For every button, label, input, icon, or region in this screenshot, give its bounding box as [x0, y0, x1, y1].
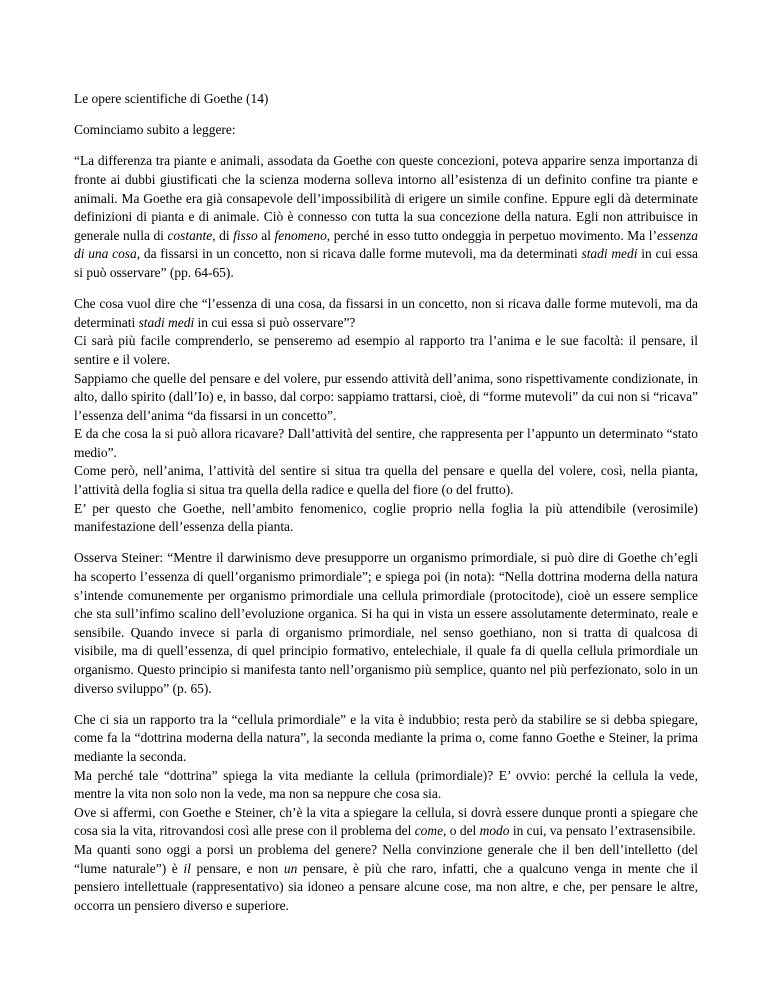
commentary-line — [74, 295, 698, 332]
italic-term: fenomeno — [274, 227, 327, 243]
commentary-line: Ci sarà più facile comprenderlo, se penseremo ad esempio al rapporto tra l’anima e le sue facoltà: il pensare, il sentire e il volere. — [74, 333, 698, 367]
text-run: Che cosa vuol dire che “l’essenza di una cosa, da fissarsi in un concetto, non si ricava dalle forme mutevoli, ma da determinati — [74, 296, 698, 330]
italic-term: modo — [479, 823, 510, 839]
text-run: Ma quanti sono oggi a porsi un problema del genere? Nella convinzione generale che il ben dell’intelletto (del “lume naturale”) è — [74, 841, 698, 876]
commentary-line: Sappiamo che quelle del pensare e del volere, pur essendo attività dell’anima, sono rispettivamente condizionate, in alto, dallo spirito (dall’Io) e, in basso, dal corpo: sappiamo trattarsi, cioè, di “forme mutevoli” da cui non si “ricava” l’essenza dell’anima “da fissarsi in un concetto”. — [74, 370, 698, 423]
italic-term: stadi medi — [581, 246, 638, 262]
text-run: in cui essa si può osservare”? — [194, 314, 356, 330]
commentary-line: Ma perché tale “dottrina” spiega la vita mediante la cellula (primordiale)? E’ ovvio: perché la cellula la vede, mentre la vita non solo non la vede, ma non sa neppure che cosa sia. — [74, 767, 698, 802]
commentary-line — [74, 841, 698, 915]
italic-term: fisso — [233, 227, 258, 243]
text-run: “La differenza tra piante e animali, assodata da Goethe con queste concezioni, poteva apparire senza importanza di fronte ai dubbi giustificati che la scienza moderna solleva intorno all’esistenza di un definito confine tra piante e animali. Ma Goethe era già consapevole dell’impossibilità di erigere un simile confine. Eppure egli dà determinate definizioni di pianta e di animale. Ciò è connesso con tutta la sua concezione della natura. Egli non attribuisce in generale nulla di — [74, 153, 698, 243]
commentary-block-1 — [74, 295, 698, 537]
italic-term: essenza di una cosa — [74, 227, 699, 262]
italic-term: il — [183, 860, 191, 876]
quote-paragraph-1 — [74, 152, 698, 282]
text-run: in cui, va pensato l’extrasensibile. — [509, 823, 696, 839]
italic-term: come — [414, 823, 444, 839]
commentary-line: Che ci sia un rapporto tra la “cellula primordiale” e la vita è indubbio; resta però da stabilire se si debba spiegare, come fa la “dottrina moderna della natura”, la seconda mediante la prima o, come fanno Goethe e Steiner, la prima mediante la seconda. — [74, 711, 698, 764]
italic-term: un — [283, 860, 298, 876]
text-run: pensare, e non — [190, 860, 284, 876]
text-run: in cui essa si può osservare” (pp. 64-65). — [74, 246, 698, 280]
text-run: , di — [212, 227, 234, 243]
text-run: , perché in esso tutto ondeggia in perpetuo movimento. Ma l’ — [326, 227, 657, 243]
commentary-line: E da che cosa la si può allora ricavare? Dall’attività del sentire, che rappresenta per l’appunto un determinato “stato medio”. — [74, 426, 698, 460]
intro-line: Cominciamo subito a leggere: — [74, 122, 236, 138]
document-page — [74, 90, 698, 928]
text-run: Ove si affermi, con Goethe e Steiner, ch’è la vita a spiegare la cellula, si dovrà essere dunque pronti a spiegare che cosa sia la vita, ritrovandosi così alle prese con il problema del — [74, 804, 698, 839]
text-run: , da fissarsi in un concetto, non si ricava dalle forme mutevoli, ma da determinati — [136, 246, 582, 262]
commentary-line: Come però, nell’anima, l’attività del sentire si situa tra quella del pensare e quella del volere, così, nella pianta, l’attività della foglia si situa tra quella della radice e quella del fiore (o del frutto). — [74, 463, 698, 498]
text-run: al — [257, 227, 275, 243]
text-run: , o del — [443, 823, 480, 839]
commentary-block-2 — [74, 711, 698, 916]
commentary-line: E’ per questo che Goethe, nell’ambito fenomenico, coglie proprio nella foglia la più attendibile (verosimile) manifestazione dell’essenza della pianta. — [74, 500, 698, 535]
italic-term: costante — [167, 227, 213, 243]
steiner-quote-paragraph: Osserva Steiner: “Mentre il darwinismo deve presupporre un organismo primordiale, si può dire di Goethe ch’egli ha scoperto l’essenza di quell’organismo primordiale”; e spiega poi (in nota): “Nella dottrina moderna della natura s’intende comunemente per organismo primordiale una cellula primordiale (protocitode), cioè un essere semplice che sta sull’infimo scalino dell’evoluzione organica. Si ha qui in vista un essere assolutamente determinato, reale e sensibile. Quando invece si parla di organismo primordiale, nel senso goethiano, non si tratta di qualcosa di visibile, ma di quell’essenza, di quel principio formativo, entelechiale, il quale fa di quella cellula primordiale un organismo. Questo principio si manifesta tanto nell’organismo più semplice, quanto nel più perfezionato, solo in un diverso sviluppo” (p. 65). — [74, 550, 698, 696]
document-title: Le opere scientifiche di Goethe (14) — [74, 91, 269, 106]
commentary-line — [74, 804, 698, 841]
italic-term: stadi medi — [138, 314, 195, 330]
text-run: pensare, è più che raro, infatti, che a qualcuno venga in mente che il pensiero intellettuale (rappresentativo) sia idoneo a pensare alcune cose, ma non altre, e che, per pensare le altre, occorra un pensiero diverso e superiore. — [74, 860, 699, 913]
